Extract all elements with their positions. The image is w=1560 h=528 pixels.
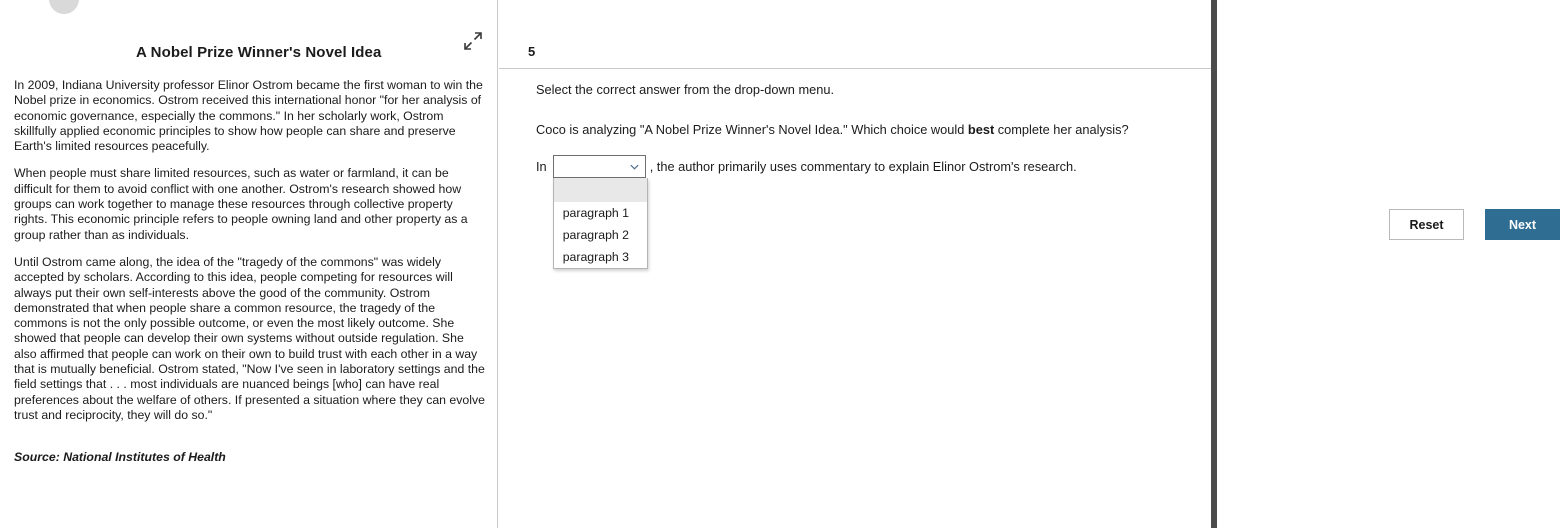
answer-prefix: In — [536, 159, 547, 174]
dropdown-option-paragraph-3[interactable]: paragraph 3 — [562, 250, 630, 264]
question-instruction: Select the correct answer from the drop-down menu. — [536, 82, 835, 97]
prompt-text-after: complete her analysis? — [994, 122, 1129, 137]
passage-paragraph-3: Until Ostrom came along, the idea of the "tragedy of the commons" was widely accepted by scholars. According to this idea, people competing for resources will always put their own self-interests above the good of the community. Ostrom demonstrated that when people share a common resource, the tragedy of the commons is not the only possible outcome, or even the most likely outcome. She showed that people can develop their own systems without outside regulation. She also affirmed that people can work on their own to build trust with each other in a way that is mutually beneficial. Ostrom stated, "Now I've seen in laboratory settings and the field settings that . . . most individuals are nuanced beings [who] can have real preferences about the welfare of others. If presented a situation where they can evolve trust and reciprocity, they will do so." — [14, 254, 485, 422]
next-button[interactable]: Next — [1485, 209, 1560, 240]
right-edge-strip — [1211, 0, 1217, 528]
divider — [499, 68, 1217, 69]
passage-paragraph-1: In 2009, Indiana University professor Elinor Ostrom became the first woman to win the Nobel prize in economics. Ostrom received this international honor "for her analysis of economic governance, especially the commons." In her scholarly work, Ostrom skillfully applied economic principles to show how people can share and preserve Earth's limited resources peacefully. — [14, 78, 483, 154]
prompt-emphasis: best — [967, 122, 995, 137]
page-title: A Nobel Prize Winner's Novel Idea — [136, 44, 382, 61]
passage-source: Source: National Institutes of Health — [14, 450, 226, 464]
dropdown-option-paragraph-1[interactable]: paragraph 1 — [562, 206, 630, 220]
prompt-text-before: Coco is analyzing "A Nobel Prize Winner's Novel Idea." Which choice would — [536, 122, 968, 137]
question-panel — [499, 0, 1537, 528]
passage-paragraph-2: When people must share limited resources, such as water or farmland, it can be difficult for them to avoid conflict with one another. Ostrom's research showed how groups can work together to manage these resources through collective property rights. This economic principle refers to people owning land and other property as a group rather than as individuals. — [14, 166, 468, 242]
passage-body — [14, 78, 486, 435]
reset-button[interactable]: Reset — [1389, 209, 1464, 240]
question-number: 5 — [528, 44, 536, 59]
question-prompt — [536, 122, 1196, 137]
dropdown-toggle[interactable] — [553, 155, 646, 178]
chevron-down-icon — [629, 161, 640, 172]
expand-arrows-icon[interactable] — [462, 30, 484, 52]
passage-panel — [0, 0, 498, 528]
dropdown-option-blank[interactable] — [554, 178, 647, 202]
dropdown-option-paragraph-2[interactable]: paragraph 2 — [562, 228, 630, 242]
answer-sentence — [536, 155, 1077, 264]
answer-dropdown[interactable] — [553, 155, 646, 264]
answer-suffix: , the author primarily uses commentary to explain Elinor Ostrom's research. — [649, 159, 1077, 174]
dropdown-list[interactable] — [553, 178, 648, 269]
